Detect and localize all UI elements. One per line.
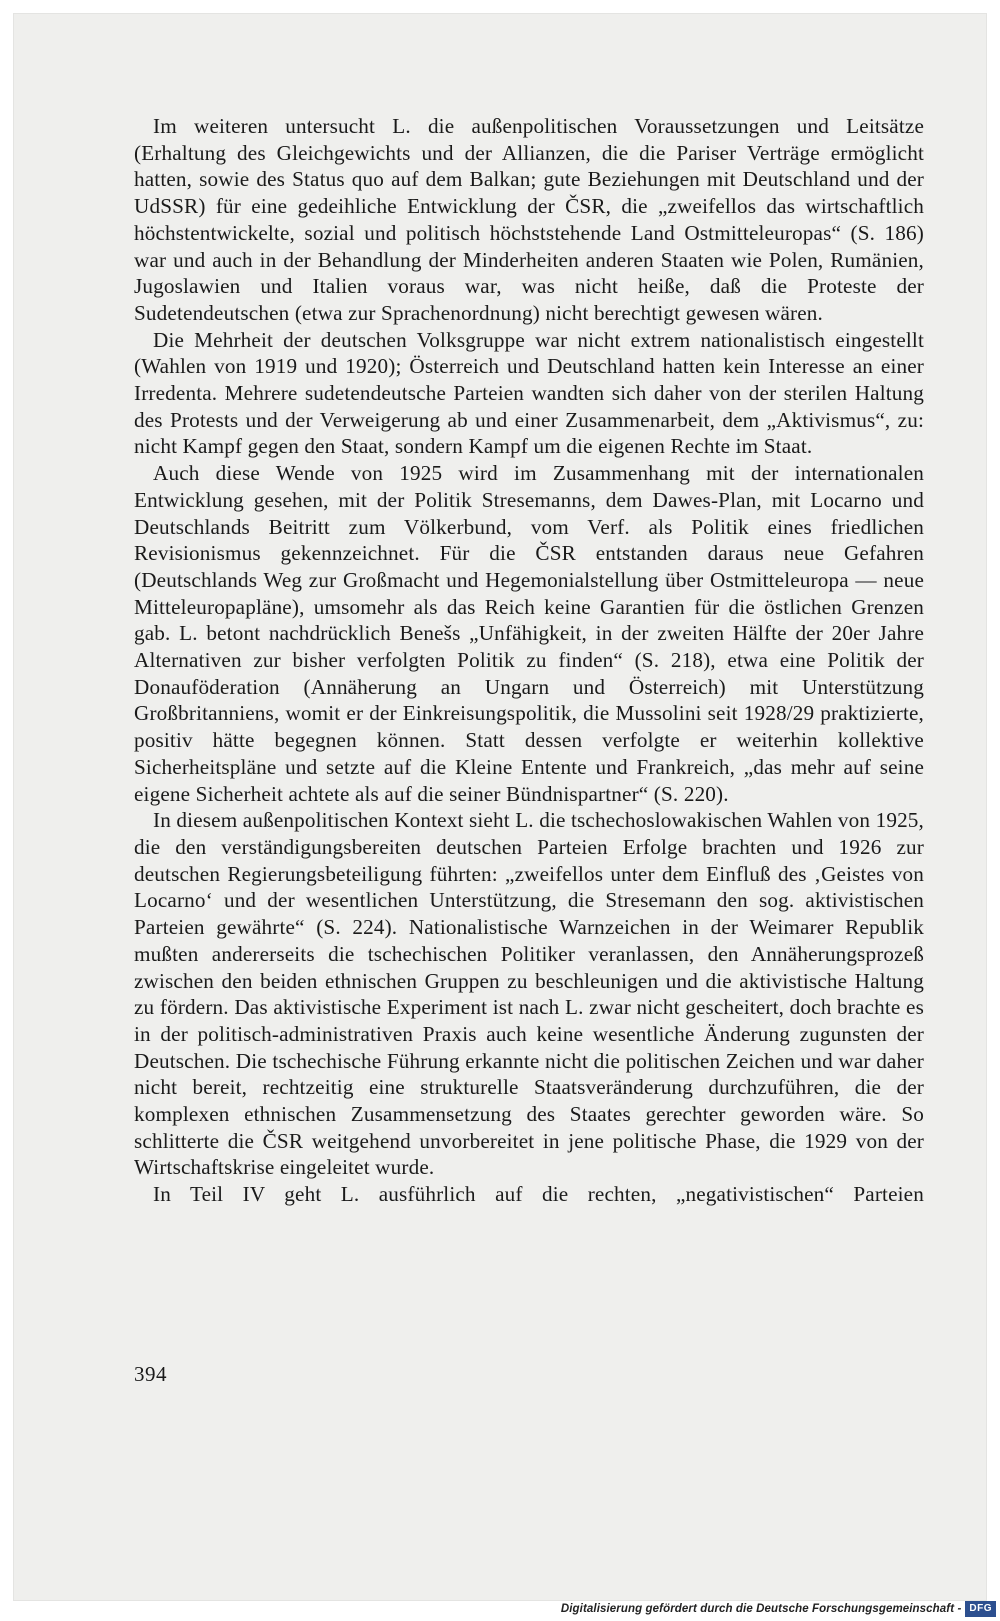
paragraph-1: Im weiteren untersucht L. die außenpolitischen Voraussetzungen und Leitsätze (Erhaltung des Gleichgewichts und der Allianzen, die die Pariser Verträge ermöglicht hatten, sowie des Status quo auf dem Balkan; gute Beziehungen mit Deutschland und der UdSSR) für eine gedeihliche Entwicklung der ČSR, die „zweifellos das wirtschaftlich höchstentwickelte, sozial und politisch höchststehende Land Ostmitteleuropas“ (S. 186) war und auch in der Behandlung der Minderheiten anderen Staaten wie Polen, Rumänien, Jugoslawien und Italien voraus war, was nicht heiße, daß die Proteste der Sudetendeutschen (etwa zur Sprachenordnung) nicht berechtigt gewesen wären. (134, 114, 924, 325)
body-text (134, 113, 924, 1208)
paragraph-5: In Teil IV geht L. ausführlich auf die rechten, „negativistischen“ Parteien (153, 1182, 924, 1207)
digitization-footer (561, 1600, 996, 1618)
dfg-logo-icon: DFG (965, 1601, 996, 1617)
footer-credit-text: Digitalisierung gefördert durch die Deutsche Forschungsgemeinschaft - (560, 1603, 962, 1615)
paragraph-3: Auch diese Wende von 1925 wird im Zusammenhang mit der internationalen Entwicklung gesehen, mit der Politik Stresemanns, dem Dawes-Plan, mit Locarno und Deutschlands Beitritt zum Völkerbund, vom Verf. als Politik eines friedlichen Revisionismus gekennzeichnet. Für die ČSR entstanden daraus neue Gefahren (Deutschlands Weg zur Großmacht und Hegemonialstellung über Ostmitteleuropa — neue Mitteleuropapläne), umsomehr als das Reich keine Garantien für die östlichen Grenzen gab. L. betont nachdrücklich Benešs „Unfähigkeit, in der zweiten Hälfte der 20er Jahre Alternativen zur bisher verfolgten Politik zu finden“ (S. 218), etwa eine Politik der Donauföderation (Annäherung an Ungarn und Österreich) mit Unterstützung Großbritanniens, womit er der Einkreisungspolitik, die Mussolini seit 1928/29 praktizierte, positiv hätte begegnen können. Statt dessen verfolgte er weiterhin kollektive Sicherheitspläne und setzte auf die Kleine Entente und Frankreich, „das mehr auf seine eigene Sicherheit achtete als auf die seiner Bündnispartner“ (S. 220). (134, 461, 924, 806)
paragraph-2: Die Mehrheit der deutschen Volksgruppe war nicht extrem nationalistisch eingestellt (Wahlen von 1919 und 1920); Österreich und Deutschland hatten kein Interesse an einer Irredenta. Mehrere sudetendeutsche Parteien wandten sich daher von der sterilen Haltung des Protests und der Verweigerung ab und einer Zusammenarbeit, dem „Aktivismus“, zu: nicht Kampf gegen den Staat, sondern Kampf um die eigenen Rechte im Staat. (134, 327, 924, 459)
page-number: 394 (134, 1362, 167, 1386)
paragraph-4: In diesem außenpolitischen Kontext sieht L. die tschechoslowakischen Wahlen von 1925, die den verständigungsbereiten deutschen Parteien Erfolge brachten und 1926 zur deutschen Regierungsbeteiligung führten: „zweifellos unter dem Einfluß des ‚Geistes von Locarno‘ und der wesentlichen Unterstützung, die Stresemann den sog. aktivistischen Parteien gewährte“ (S. 224). Nationalistische Warnzeichen in der Weimarer Republik mußten andererseits die tschechischen Politiker veranlassen, den Annäherungsprozeß zwischen den beiden ethnischen Gruppen zu beschleunigen und die aktivistische Haltung zu fördern. Das aktivistische Experiment ist nach L. zwar nicht gescheitert, doch brachte es in der politisch-administrativen Praxis auch keine wesentliche Änderung zugunsten der Deutschen. Die tschechische Führung erkannte nicht die politischen Zeichen und war daher nicht bereit, rechtzeitig eine strukturelle Staatsveränderung durchzuführen, die der komplexen ethnischen Zusammensetzung des Staates gerechter geworden wäre. So schlitterte die ČSR weitgehend unvorbereitet in jene politische Phase, die 1929 von der Wirtschaftskrise eingeleitet wurde. (134, 808, 924, 1180)
